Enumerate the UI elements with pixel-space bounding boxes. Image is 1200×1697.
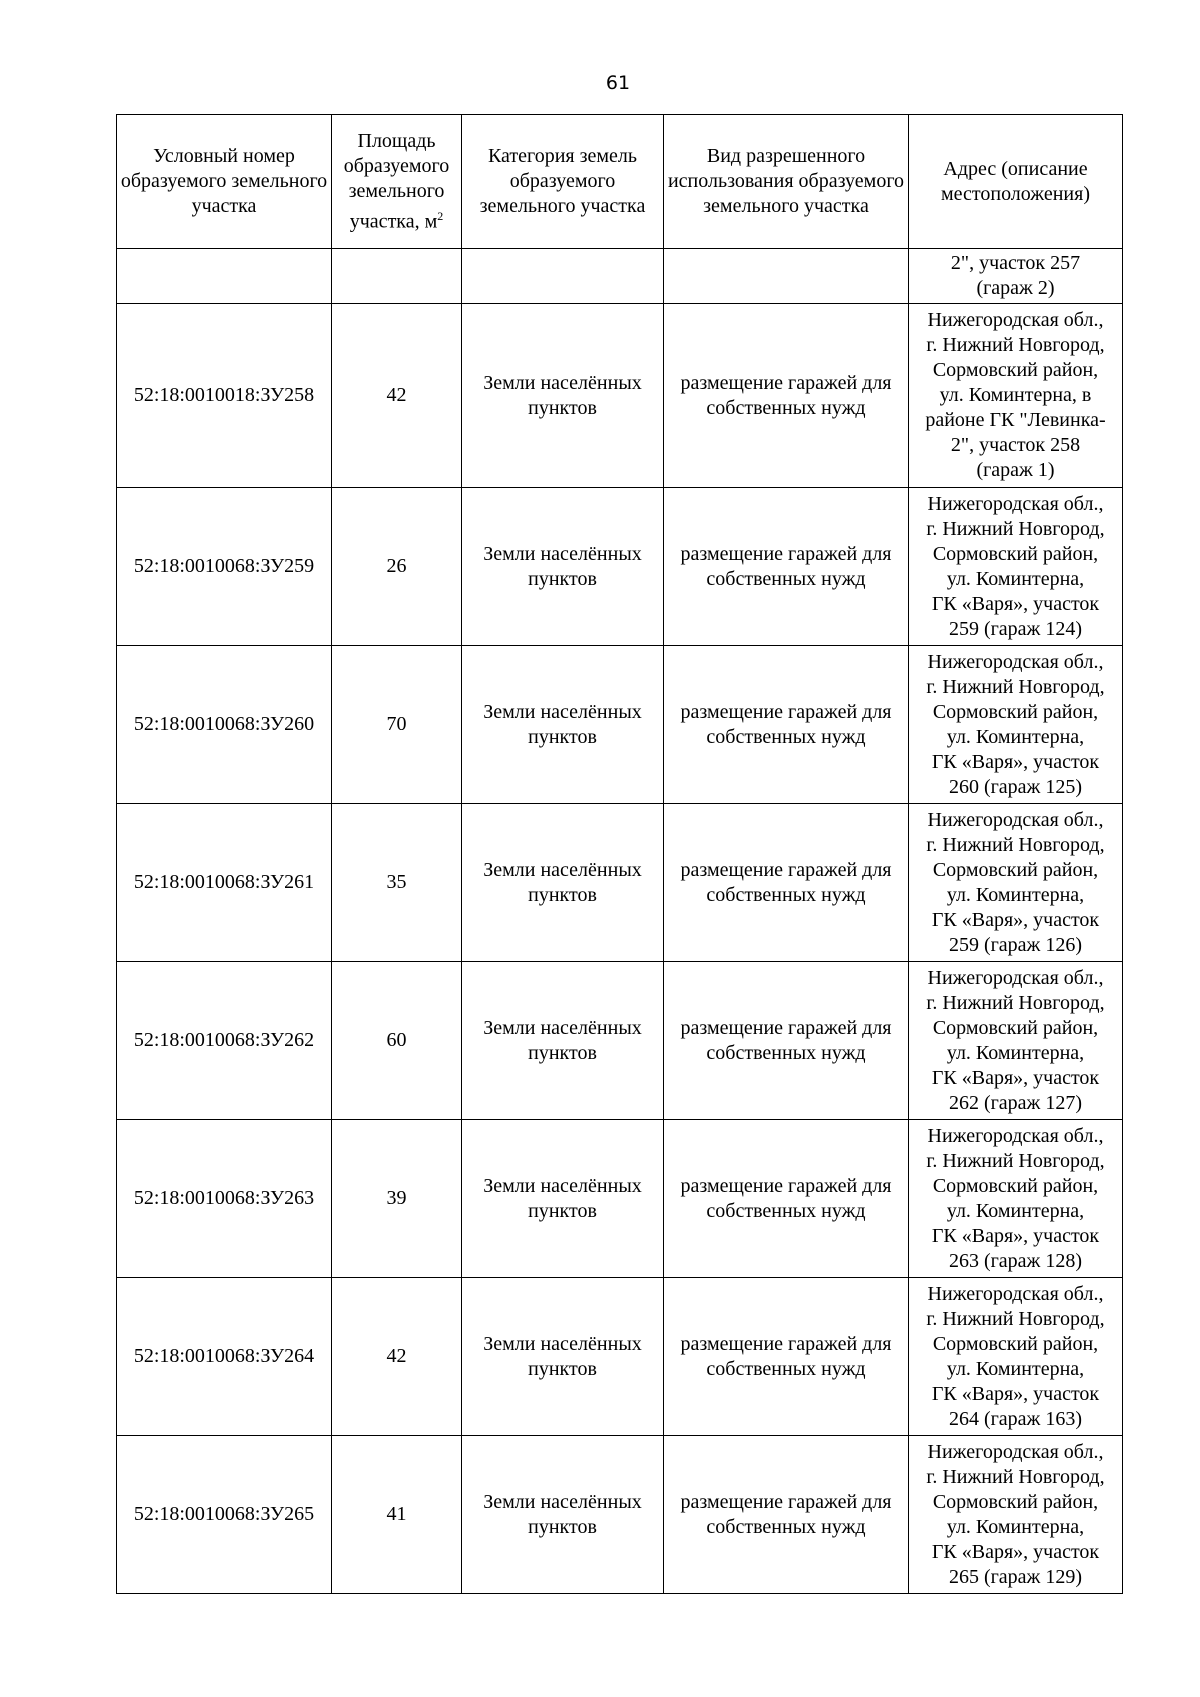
cell-address: Нижегородская обл., г. Нижний Новгород, Сормовский район, ул. Коминтерна, ГК «Варя», участок 260 (гараж 125) [909, 646, 1123, 804]
cell-land-category: Земли населённых пунктов [462, 304, 664, 488]
cell-plot-area [332, 249, 462, 304]
cell-address: Нижегородская обл., г. Нижний Новгород, Сормовский район, ул. Коминтерна, ГК «Варя», участок 265 (гараж 129) [909, 1436, 1123, 1594]
cell-permitted-use: размещение гаражей для собственных нужд [664, 1278, 909, 1436]
header-plot-area-text: Площадь образуемого земельного участка, м [343, 129, 450, 233]
table-row [117, 304, 1123, 488]
cell-plot-area: 42 [332, 304, 462, 488]
header-area-unit-superscript: 2 [437, 208, 444, 223]
cell-land-category [462, 249, 664, 304]
header-permitted-use: Вид разрешенного использования образуемого земельного участка [664, 115, 909, 249]
cell-plot-area: 60 [332, 962, 462, 1120]
header-address: Адрес (описание местоположения) [909, 115, 1123, 249]
cell-plot-area: 39 [332, 1120, 462, 1278]
cell-address: Нижегородская обл., г. Нижний Новгород, Сормовский район, ул. Коминтерна, в районе ГК "Левинка- 2", участок 258 (гараж 1) [909, 304, 1123, 488]
land-plots-table [116, 114, 1123, 1594]
cell-permitted-use: размещение гаражей для собственных нужд [664, 1120, 909, 1278]
table-row [117, 1278, 1123, 1436]
cell-permitted-use: размещение гаражей для собственных нужд [664, 962, 909, 1120]
cell-permitted-use: размещение гаражей для собственных нужд [664, 1436, 909, 1594]
cell-permitted-use [664, 249, 909, 304]
cell-land-category: Земли населённых пунктов [462, 646, 664, 804]
cell-plot-number: 52:18:0010068:ЗУ260 [117, 646, 332, 804]
cell-land-category: Земли населённых пунктов [462, 1120, 664, 1278]
cell-land-category: Земли населённых пунктов [462, 1436, 664, 1594]
cell-address: Нижегородская обл., г. Нижний Новгород, Сормовский район, ул. Коминтерна, ГК «Варя», участок 264 (гараж 163) [909, 1278, 1123, 1436]
cell-plot-number: 52:18:0010068:ЗУ264 [117, 1278, 332, 1436]
cell-plot-number: 52:18:0010068:ЗУ259 [117, 488, 332, 646]
cell-plot-area: 42 [332, 1278, 462, 1436]
cell-plot-area: 35 [332, 804, 462, 962]
page-number: 61 [605, 72, 631, 94]
cell-land-category: Земли населённых пунктов [462, 488, 664, 646]
cell-plot-number: 52:18:0010018:ЗУ258 [117, 304, 332, 488]
cell-plot-number [117, 249, 332, 304]
cell-permitted-use: размещение гаражей для собственных нужд [664, 804, 909, 962]
cell-plot-number: 52:18:0010068:ЗУ265 [117, 1436, 332, 1594]
header-plot-number: Условный номер образуемого земельного участка [117, 115, 332, 249]
cell-land-category: Земли населённых пунктов [462, 1278, 664, 1436]
cell-land-category: Земли населённых пунктов [462, 962, 664, 1120]
cell-address: Нижегородская обл., г. Нижний Новгород, Сормовский район, ул. Коминтерна, ГК «Варя», участок 263 (гараж 128) [909, 1120, 1123, 1278]
table-row [117, 1436, 1123, 1594]
cell-plot-area: 70 [332, 646, 462, 804]
cell-address: Нижегородская обл., г. Нижний Новгород, Сормовский район, ул. Коминтерна, ГК «Варя», участок 262 (гараж 127) [909, 962, 1123, 1120]
cell-permitted-use: размещение гаражей для собственных нужд [664, 304, 909, 488]
cell-plot-area: 26 [332, 488, 462, 646]
table-row [117, 1120, 1123, 1278]
cell-address: Нижегородская обл., г. Нижний Новгород, Сормовский район, ул. Коминтерна, ГК «Варя», участок 259 (гараж 124) [909, 488, 1123, 646]
cell-address: Нижегородская обл., г. Нижний Новгород, Сормовский район, ул. Коминтерна, ГК «Варя», участок 259 (гараж 126) [909, 804, 1123, 962]
table-row [117, 488, 1123, 646]
table-row-continuation [117, 249, 1123, 304]
header-land-category: Категория земель образуемого земельного участка [462, 115, 664, 249]
cell-plot-number: 52:18:0010068:ЗУ263 [117, 1120, 332, 1278]
cell-address: 2", участок 257 (гараж 2) [909, 249, 1123, 304]
table-row [117, 962, 1123, 1120]
cell-permitted-use: размещение гаражей для собственных нужд [664, 488, 909, 646]
cell-land-category: Земли населённых пунктов [462, 804, 664, 962]
table-row [117, 804, 1123, 962]
cell-plot-number: 52:18:0010068:ЗУ262 [117, 962, 332, 1120]
table-header-row [117, 115, 1123, 249]
cell-plot-number: 52:18:0010068:ЗУ261 [117, 804, 332, 962]
cell-permitted-use: размещение гаражей для собственных нужд [664, 646, 909, 804]
header-plot-area [332, 115, 462, 249]
cell-plot-area: 41 [332, 1436, 462, 1594]
table-row [117, 646, 1123, 804]
